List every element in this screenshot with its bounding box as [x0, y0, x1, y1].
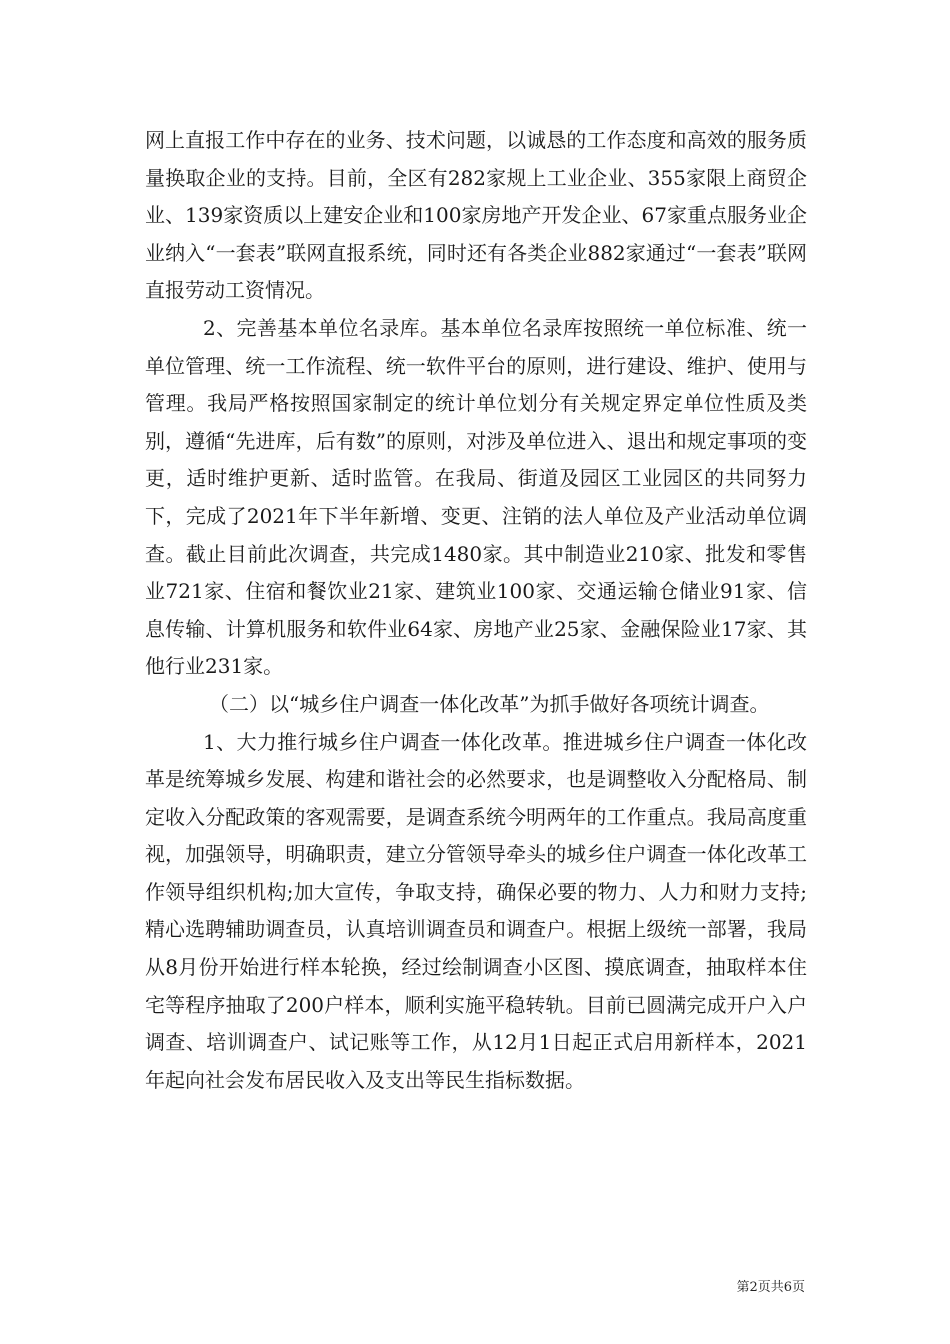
- page-number-footer: 第2页共6页: [736, 1280, 805, 1295]
- document-body: [145, 122, 807, 1099]
- paragraph-direct-reporting: 网上直报工作中存在的业务、技术问题，以诚恳的工作态度和高效的服务质量换取企业的支持。目前，全区有282家规上工业企业、355家限上商贸企业、139家资质以上建安企业和100家房地产开发企业、67家重点服务业企业纳入“一套表”联网直报系统，同时还有各类企业882家通过“一套表”联网直报劳动工资情况。: [145, 128, 807, 303]
- paragraph-household-survey-reform: 1、大力推行城乡住户调查一体化改革。推进城乡住户调查一体化改革是统筹城乡发展、构建和谐社会的必然要求，也是调整收入分配格局、制定收入分配政策的客观需要，是调查系统今明两年的工作重点。我局高度重视，加强领导，明确职责，建立分管领导牵头的城乡住户调查一体化改革工作领导组织机构;加大宣传，争取支持，确保必要的物力、人力和财力支持;精心选聘辅助调查员，认真培训调查员和调查户。根据上级统一部署，我局从8月份开始进行样本轮换，经过绘制调查小区图、摸底调查，抽取样本住宅等程序抽取了200户样本，顺利实施平稳转轨。目前已圆满完成开户入户调查、培训调查户、试记账等工作，从12月1日起正式启用新样本，2021年起向社会发布居民收入及支出等民生指标数据。: [145, 729, 807, 1092]
- paragraph-unit-directory: 2、完善基本单位名录库。基本单位名录库按照统一单位标准、统一单位管理、统一工作流程、统一软件平台的原则，进行建设、维护、使用与管理。我局严格按照国家制定的统计单位划分有关规定界定单位性质及类别，遵循“先进库，后有数”的原则，对涉及单位进入、退出和规定事项的变更，适时维护更新、适时监管。在我局、街道及园区工业园区的共同努力下，完成了2021年下半年新增、变更、注销的法人单位及产业活动单位调查。截止目前此次调查，共完成1480家。其中制造业210家、批发和零售业721家、住宿和餐饮业21家、建筑业100家、交通运输仓储业91家、信息传输、计算机服务和软件业64家、房地产业25家、金融保险业17家、其他行业231家。: [145, 315, 807, 679]
- section-heading-household-survey: （二）以“城乡住户调查一体化改革”为抓手做好各项统计调查。: [209, 691, 770, 716]
